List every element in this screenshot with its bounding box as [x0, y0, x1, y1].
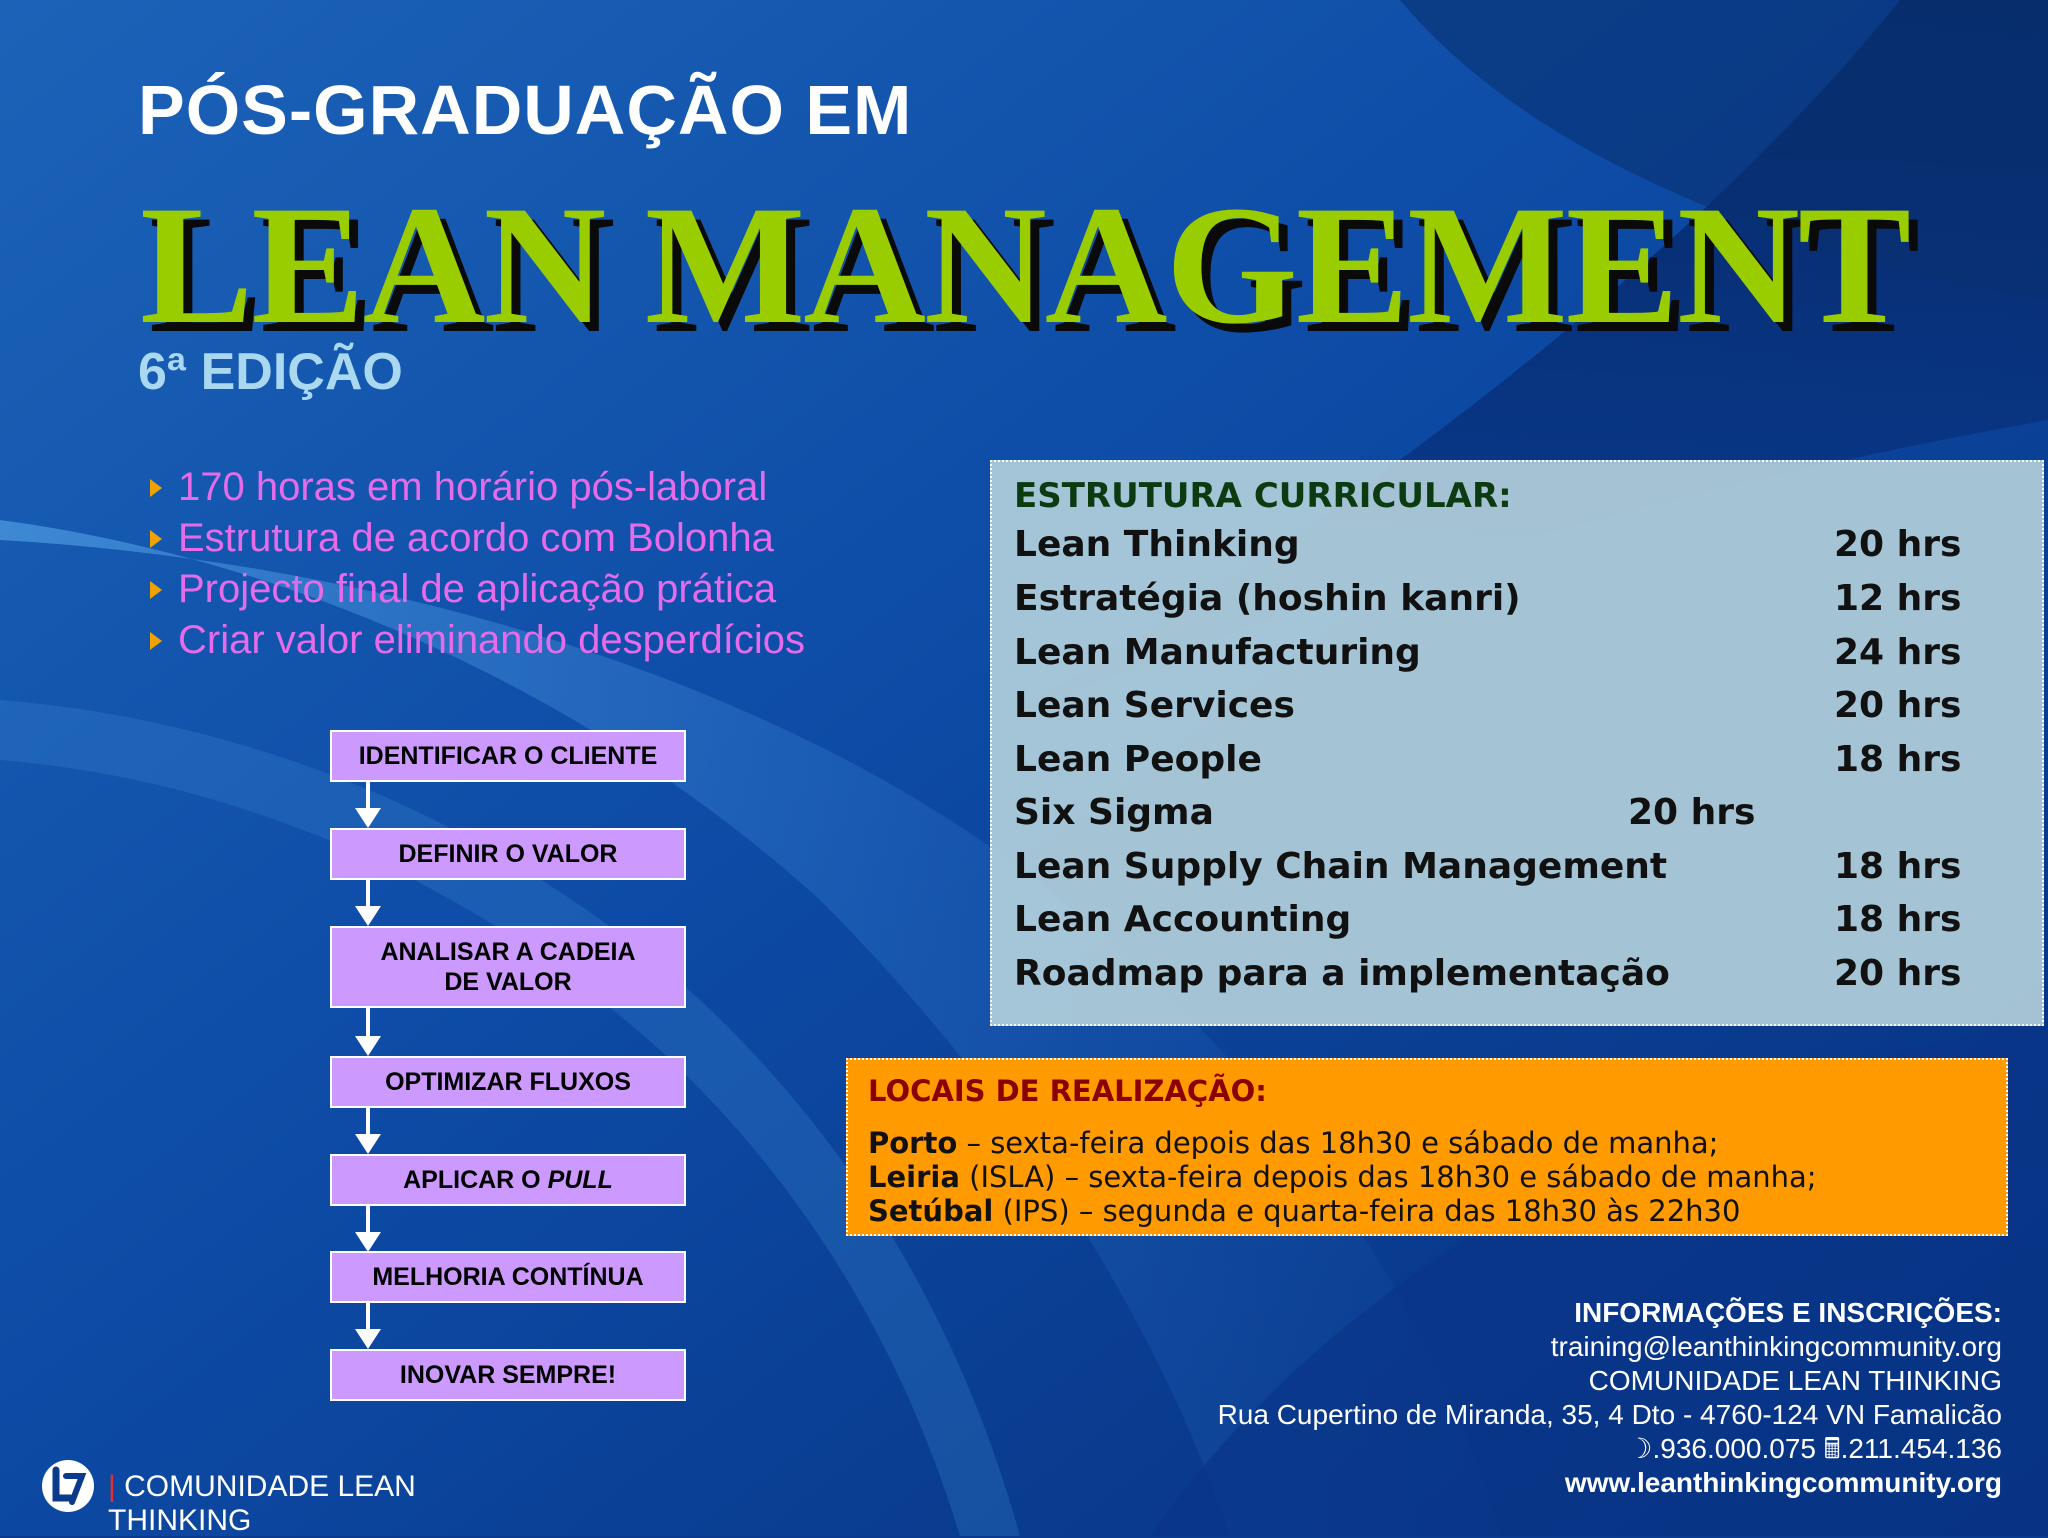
triangle-bullet-icon	[150, 530, 162, 548]
triangle-bullet-icon	[150, 632, 162, 650]
organization-logo-text: | COMUNIDADE LEAN THINKING	[108, 1470, 416, 1537]
flow-step: INOVAR SEMPRE!	[330, 1349, 686, 1401]
module-name: Roadmap para a implementação	[1014, 953, 1670, 994]
down-arrow-icon	[363, 1303, 373, 1349]
module-hours: 20 hrs	[1834, 685, 1962, 726]
edition-label: 6ª EDIÇÃO	[138, 343, 403, 401]
program-pretitle: PÓS-GRADUAÇÃO EM	[138, 71, 913, 149]
module-hours: 20 hrs	[1834, 953, 1962, 994]
location-line: Leiria (ISLA) – sexta-feira depois das 18h30 e sábado de manha;	[868, 1160, 1817, 1194]
highlight-item: 170 horas em horário pós-laboral	[150, 462, 805, 513]
contact-info	[1218, 1296, 2002, 1500]
location-line: Porto – sexta-feira depois das 18h30 e sábado de manha;	[868, 1126, 1719, 1160]
down-arrow-icon	[363, 1206, 373, 1252]
module-hours: 20 hrs	[1628, 792, 1756, 833]
module-name: Estratégia (hoshin kanri)	[1014, 578, 1521, 619]
flow-step: OPTIMIZAR FLUXOS	[330, 1056, 686, 1108]
module-hours: 24 hrs	[1834, 632, 1962, 673]
highlight-item: Projecto final de aplicação prática	[150, 564, 805, 615]
highlight-item: Estrutura de acordo com Bolonha	[150, 513, 805, 564]
module-name: Six Sigma	[1014, 792, 1214, 833]
contact-email[interactable]: training@leanthinkingcommunity.org	[1550, 1331, 2002, 1362]
module-name: Lean Manufacturing	[1014, 632, 1421, 673]
module-hours: 18 hrs	[1834, 846, 1962, 887]
triangle-bullet-icon	[150, 581, 162, 599]
highlights-list	[150, 462, 805, 666]
contact-phones: ☽.936.000.075 🖩.211.454.136	[1627, 1433, 2002, 1464]
down-arrow-icon	[363, 880, 373, 926]
module-name: Lean Supply Chain Management	[1014, 846, 1668, 887]
triangle-bullet-icon	[150, 479, 162, 497]
lean-thinking-logo-icon	[40, 1458, 96, 1514]
module-name: Lean Services	[1014, 685, 1295, 726]
curriculum-box	[990, 460, 2044, 1026]
highlight-item: Criar valor eliminando desperdícios	[150, 615, 805, 666]
module-hours: 12 hrs	[1834, 578, 1962, 619]
locations-title: LOCAIS DE REALIZAÇÃO:	[868, 1074, 1267, 1108]
module-hours: 20 hrs	[1834, 524, 1962, 565]
locations-box	[846, 1058, 2008, 1236]
module-name: Lean Accounting	[1014, 899, 1352, 940]
module-hours: 18 hrs	[1834, 739, 1962, 780]
down-arrow-icon	[363, 782, 373, 828]
flow-step: APLICAR O PULL	[330, 1154, 686, 1206]
location-line: Setúbal (IPS) – segunda e quarta-feira das 18h30 às 22h30	[868, 1194, 1741, 1228]
flow-step: DEFINIR O VALOR	[330, 828, 686, 880]
contact-title: INFORMAÇÕES E INSCRIÇÕES:	[1574, 1297, 2002, 1328]
curriculum-title: ESTRUTURA CURRICULAR:	[1014, 476, 1512, 516]
flow-step: MELHORIA CONTÍNUA	[330, 1251, 686, 1303]
contact-website[interactable]: www.leanthinkingcommunity.org	[1564, 1467, 2002, 1498]
program-title: LEAN MANAGEMENT	[140, 171, 1910, 359]
down-arrow-icon	[363, 1108, 373, 1154]
module-name: Lean People	[1014, 739, 1262, 780]
flow-step: IDENTIFICAR O CLIENTE	[330, 730, 686, 782]
contact-address: Rua Cupertino de Miranda, 35, 4 Dto - 4760-124 VN Famalicão	[1217, 1399, 2002, 1430]
contact-organization: COMUNIDADE LEAN THINKING	[1588, 1365, 2002, 1396]
module-hours: 18 hrs	[1834, 899, 1962, 940]
down-arrow-icon	[363, 1008, 373, 1056]
flow-step: ANALISAR A CADEIA DE VALOR	[330, 926, 686, 1008]
module-name: Lean Thinking	[1014, 524, 1300, 565]
